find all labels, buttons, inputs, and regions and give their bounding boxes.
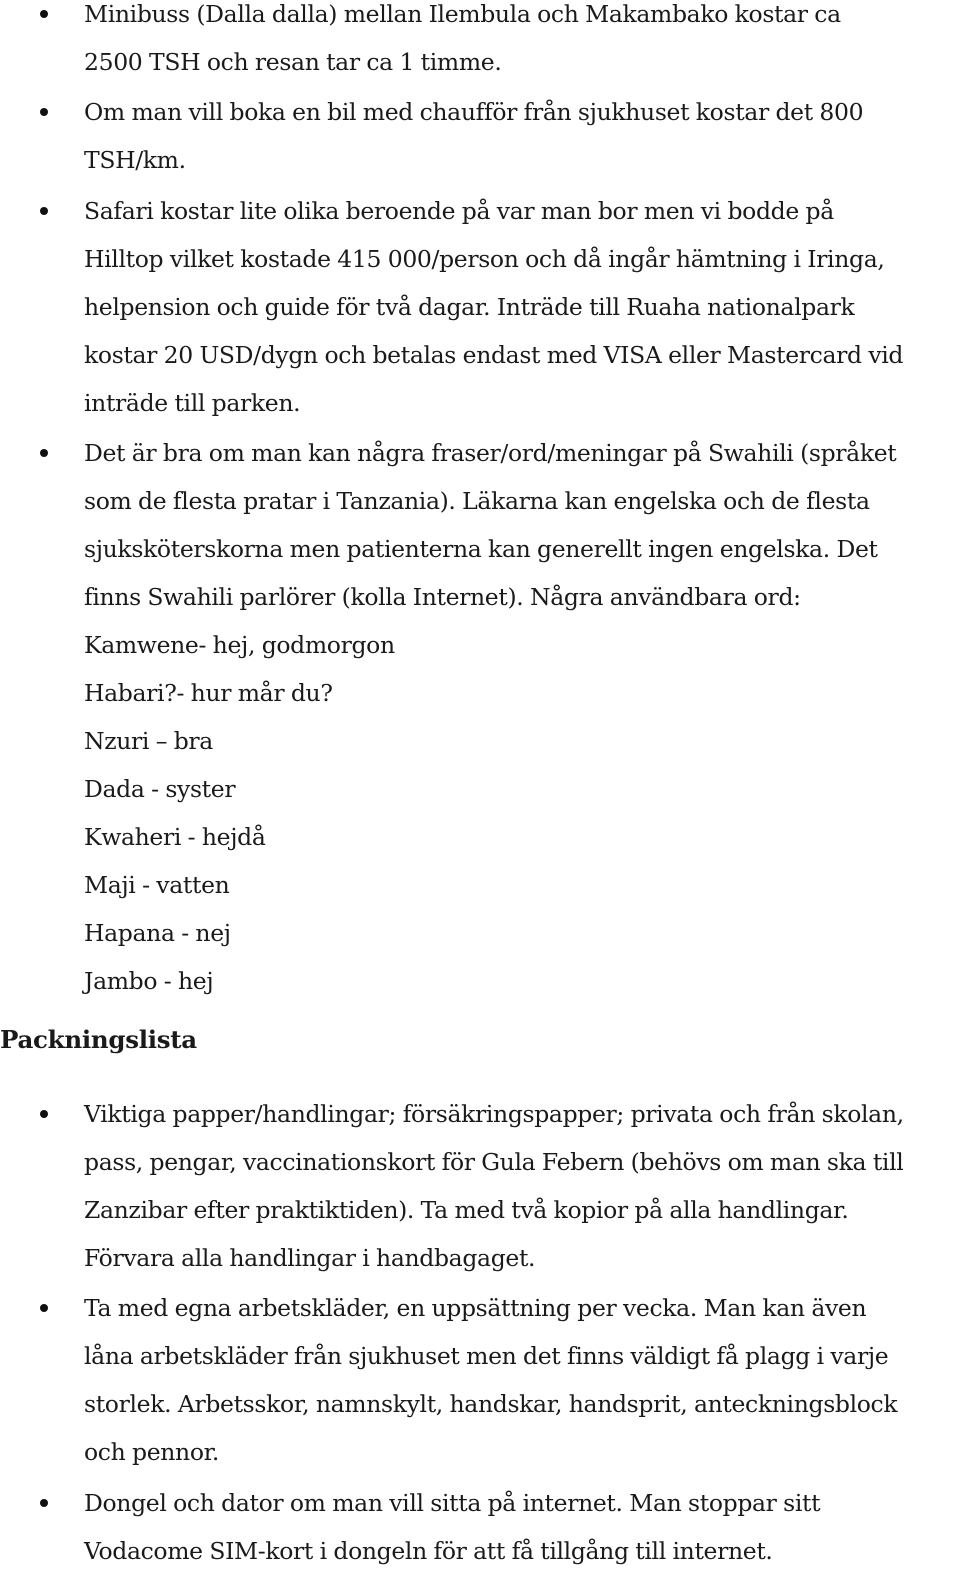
list-item: [0, 1090, 960, 1282]
text-line: Ta med egna arbetskläder, en uppsättning per vecka. Man kan även: [84, 1294, 867, 1322]
phrase-line: Nzuri – bra: [84, 727, 213, 755]
phrase-line: Maji - vatten: [84, 871, 230, 899]
text-line: sjuksköterskorna men patienterna kan generellt ingen engelska. Det: [84, 535, 878, 563]
text-line: Viktiga papper/handlingar; försäkringspapper; privata och från skolan,: [84, 1100, 904, 1128]
text-line: Safari kostar lite olika beroende på var man bor men vi bodde på: [84, 197, 834, 225]
text-line: låna arbetskläder från sjukhuset men det finns väldigt få plagg i varje: [84, 1342, 889, 1370]
text-line: Om man vill boka en bil med chaufför från sjukhuset kostar det 800: [84, 98, 864, 126]
text-line: helpension och guide för två dagar. Inträde till Ruaha nationalpark: [84, 293, 855, 321]
phrase-line: Kwaheri - hejdå: [84, 823, 266, 851]
phrase-line: Kamwene- hej, godmorgon: [84, 631, 395, 659]
bullet-icon: [40, 1110, 48, 1118]
section-heading: Packningslista: [0, 1025, 197, 1054]
packing-list: [0, 1090, 960, 1575]
bullet-icon: [40, 108, 48, 116]
text-line: TSH/km.: [84, 146, 186, 174]
bullet-icon: [40, 207, 48, 215]
text-line: och pennor.: [84, 1438, 220, 1466]
phrase-line: Jambo - hej: [84, 967, 214, 995]
bullet-icon: [40, 1304, 48, 1312]
text-line: inträde till parken.: [84, 389, 301, 417]
text-line: Dongel och dator om man vill sitta på internet. Man stoppar sitt: [84, 1489, 821, 1517]
text-line: kostar 20 USD/dygn och betalas endast med VISA eller Mastercard vid: [84, 341, 904, 369]
bullet-icon: [40, 10, 48, 18]
text-line: storlek. Arbetsskor, namnskylt, handskar, handsprit, anteckningsblock: [84, 1390, 898, 1418]
text-line: som de flesta pratar i Tanzania). Läkarna kan engelska och de flesta: [84, 487, 870, 515]
phrase-line: Dada - syster: [84, 775, 236, 803]
phrase-line: Hapana - nej: [84, 919, 231, 947]
list-item: [0, 88, 960, 184]
text-line: Det är bra om man kan några fraser/ord/meningar på Swahili (språket: [84, 439, 897, 467]
text-line: Minibuss (Dalla dalla) mellan Ilembula och Makambako kostar ca: [84, 0, 841, 28]
text-line: Hilltop vilket kostade 415 000/person och då ingår hämtning i Iringa,: [84, 245, 885, 273]
bullet-icon: [40, 1499, 48, 1507]
text-line: finns Swahili parlörer (kolla Internet). Några användbara ord:: [84, 583, 801, 611]
text-line: Vodacome SIM-kort i dongeln för att få tillgång till internet.: [84, 1537, 773, 1565]
phrase-line: Habari?- hur mår du?: [84, 679, 333, 707]
bullet-icon: [40, 449, 48, 457]
text-line: Zanzibar efter praktiktiden). Ta med två kopior på alla handlingar.: [84, 1196, 849, 1224]
text-line: pass, pengar, vaccinationskort för Gula Febern (behövs om man ska till: [84, 1148, 904, 1176]
list-item: [0, 187, 960, 427]
list-item: [0, 429, 960, 1005]
list-item: [0, 1284, 960, 1476]
text-line: 2500 TSH och resan tar ca 1 timme.: [84, 48, 502, 76]
text-line: Förvara alla handlingar i handbagaget.: [84, 1244, 536, 1272]
list-item: [0, 0, 960, 86]
list-item: [0, 1479, 960, 1575]
